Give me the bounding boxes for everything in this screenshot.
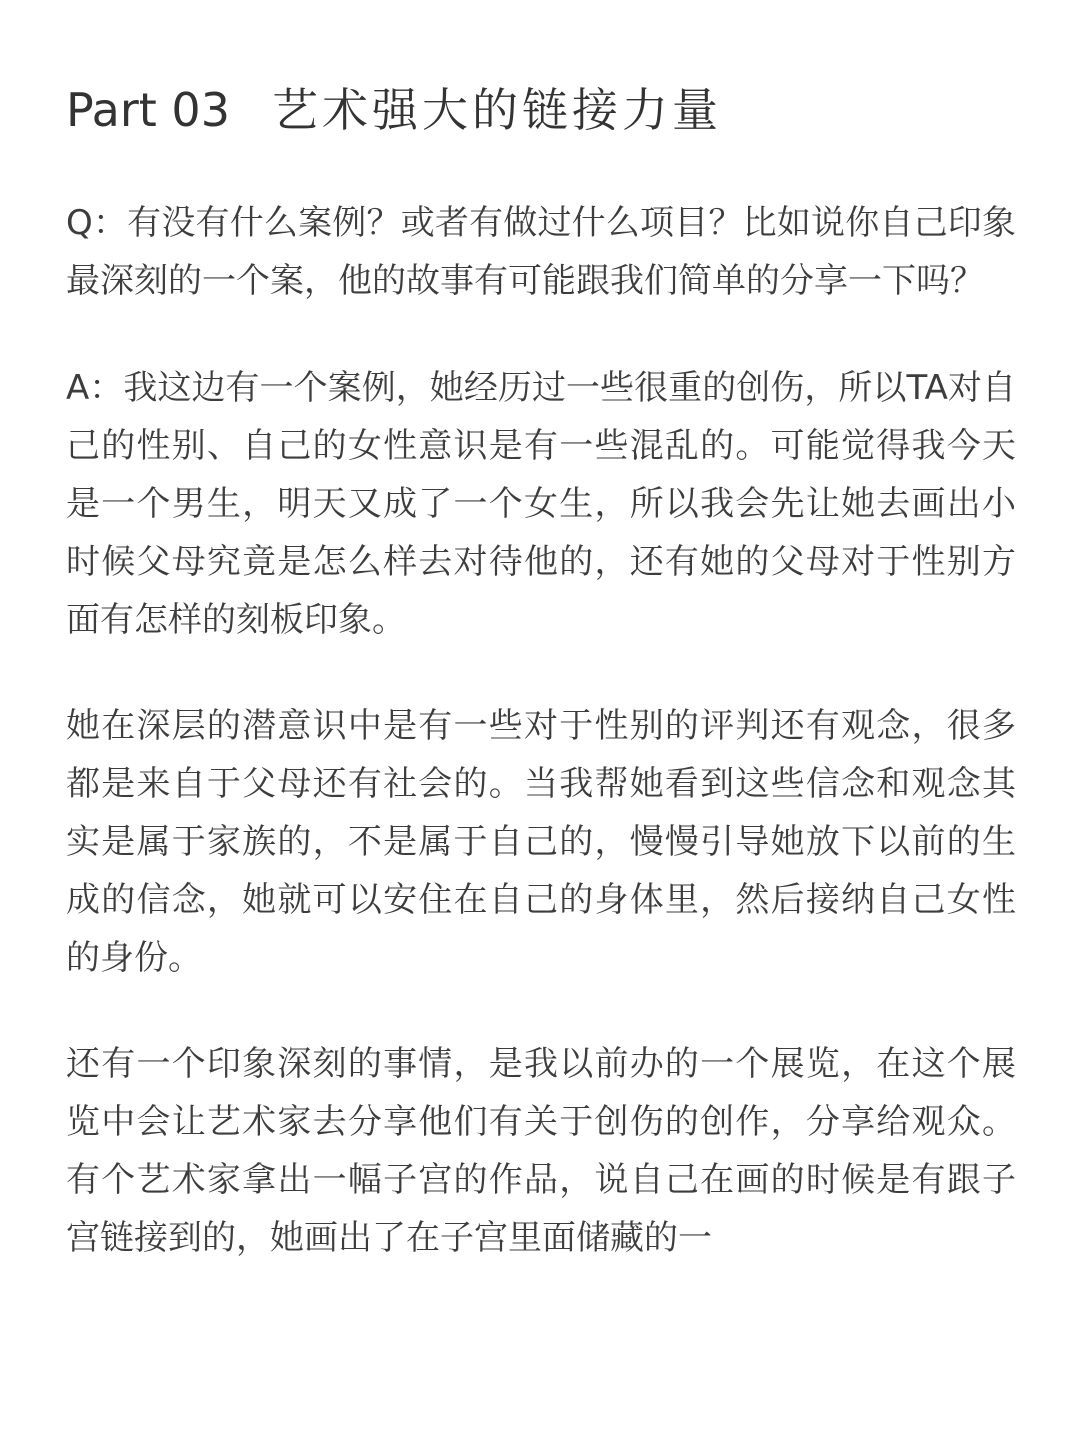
article xyxy=(66,78,1016,1267)
question-paragraph: Q：有没有什么案例？或者有做过什么项目？比如说你自己印象最深刻的一个案，他的故事有可能跟我们简单的分享一下吗？ xyxy=(66,203,1016,301)
part-number: Part 03 xyxy=(66,83,230,137)
body-paragraph: 她在深层的潜意识中是有一些对于性别的评判还有观念，很多都是来自于父母还有社会的。当我帮她看到这些信念和观念其实是属于家族的，不是属于自己的，慢慢引导她放下以前的生成的信念，她就可以安住在自己的身体里，然后接纳自己女性的身份。 xyxy=(66,706,1016,978)
section-heading: 艺术强大的链接力量 xyxy=(271,83,722,137)
body-paragraph: 还有一个印象深刻的事情，是我以前办的一个展览，在这个展览中会让艺术家去分享他们有关于创伤的创作，分享给观众。有个艺术家拿出一幅子宫的作品，说自己在画的时候是有跟子宫链接到的，她画出了在子宫里面储藏的一 xyxy=(66,1044,1016,1258)
section-title xyxy=(66,78,1016,142)
answer-paragraph: A：我这边有一个案例，她经历过一些很重的创伤，所以TA对自己的性别、自己的女性意识是有一些混乱的。可能觉得我今天是一个男生，明天又成了一个女生，所以我会先让她去画出小时候父母究竟是怎么样去对待他的，还有她的父母对于性别方面有怎样的刻板印象。 xyxy=(66,368,1016,640)
